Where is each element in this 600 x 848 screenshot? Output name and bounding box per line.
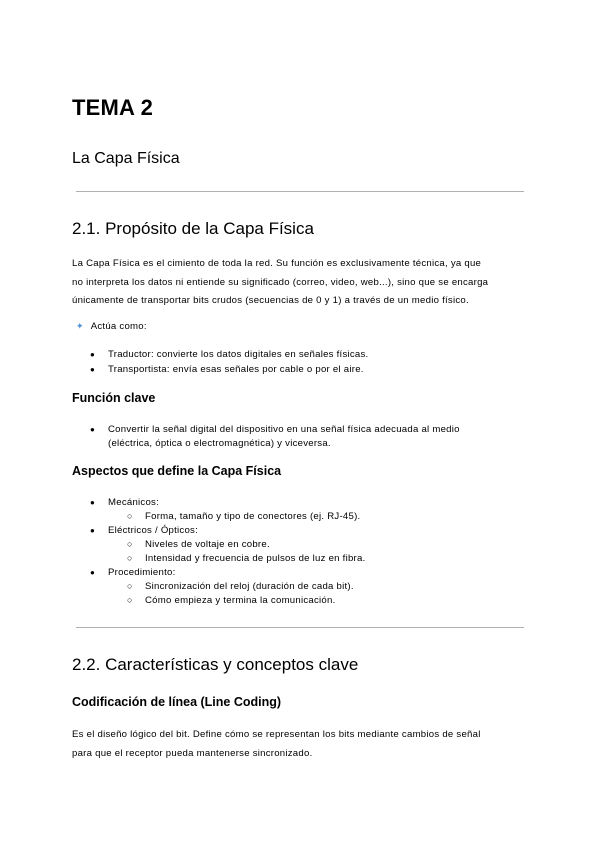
list-item xyxy=(90,424,460,435)
list-item xyxy=(90,567,176,578)
sub-list-item xyxy=(127,553,366,564)
sub-list-item-text: Forma, tamaño y tipo de conectores (ej. RJ-45). xyxy=(145,511,361,522)
bullet-icon: ● xyxy=(90,425,96,434)
list-item-text: Transportista: envía esas señales por cable o por el aire. xyxy=(108,364,364,375)
list-item-text: Eléctricos / Ópticos: xyxy=(108,525,199,536)
line-coding-paragraph xyxy=(72,726,532,763)
list-item-text: Traductor: convierte los datos digitales en señales físicas. xyxy=(108,349,369,360)
divider xyxy=(76,627,524,628)
subsection-heading-key-function: Función clave xyxy=(72,391,156,405)
paragraph-line: La Capa Física es el cimiento de toda la red. Su función es exclusivamente técnica, ya que xyxy=(72,258,482,269)
paragraph-line: para que el receptor pueda mantenerse sincronizado. xyxy=(72,747,313,759)
circle-bullet-icon: ○ xyxy=(127,539,133,549)
bullet-icon: ● xyxy=(90,498,96,507)
list-item xyxy=(90,349,369,360)
list-item xyxy=(90,364,364,375)
list-item xyxy=(90,525,199,536)
subsection-heading-aspects: Aspectos que define la Capa Física xyxy=(72,464,282,478)
sub-list-item xyxy=(127,581,354,592)
sub-list-item-text: Niveles de voltaje en cobre. xyxy=(145,539,270,550)
circle-bullet-icon: ○ xyxy=(127,553,133,563)
bullet-icon: ● xyxy=(90,365,96,374)
subsection-heading-line-coding: Codificación de línea (Line Coding) xyxy=(72,695,282,709)
acts-as-label: Actúa como: xyxy=(90,321,147,332)
list-item-text: Procedimiento: xyxy=(108,567,176,578)
intro-paragraph xyxy=(72,255,532,311)
sub-list-item xyxy=(127,595,336,606)
bullet-icon: ● xyxy=(90,350,96,359)
section-heading-2-1: 2.1. Propósito de la Capa Física xyxy=(72,219,314,238)
bullet-icon: ● xyxy=(90,526,96,535)
circle-bullet-icon: ○ xyxy=(127,511,133,521)
circle-bullet-icon: ○ xyxy=(127,581,133,591)
diamond-bullet-icon: ✦ xyxy=(76,321,84,331)
circle-bullet-icon: ○ xyxy=(127,595,133,605)
acts-as-item xyxy=(76,321,147,332)
page-title: TEMA 2 xyxy=(72,95,154,120)
bullet-icon: ● xyxy=(90,568,96,577)
section-heading-2-2: 2.2. Características y conceptos clave xyxy=(72,655,359,674)
list-item-continuation: (eléctrica, óptica o electromagnética) y viceversa. xyxy=(108,438,331,449)
list-item-text: Mecánicos: xyxy=(108,497,160,508)
sub-list-item-text: Sincronización del reloj (duración de cada bit). xyxy=(145,581,354,592)
paragraph-line: no interpreta los datos ni entiende su significado (correo, video, web...), sino que se encarga xyxy=(72,276,489,288)
list-item xyxy=(90,497,160,508)
sub-list-item-text: Intensidad y frecuencia de pulsos de luz en fibra. xyxy=(145,553,366,564)
list-item-text: Convertir la señal digital del dispositivo en una señal física adecuada al medio xyxy=(108,424,460,435)
paragraph-line: Es el diseño lógico del bit. Define cómo se representan los bits mediante cambios de señal xyxy=(72,729,481,740)
sub-list-item-text: Cómo empieza y termina la comunicación. xyxy=(145,595,336,606)
sub-list-item xyxy=(127,511,361,522)
page-subtitle: La Capa Física xyxy=(72,150,180,167)
sub-list-item xyxy=(127,539,270,550)
paragraph-line: únicamente de transportar bits crudos (secuencias de 0 y 1) a través de un medio físico. xyxy=(72,295,469,306)
divider xyxy=(76,191,524,192)
